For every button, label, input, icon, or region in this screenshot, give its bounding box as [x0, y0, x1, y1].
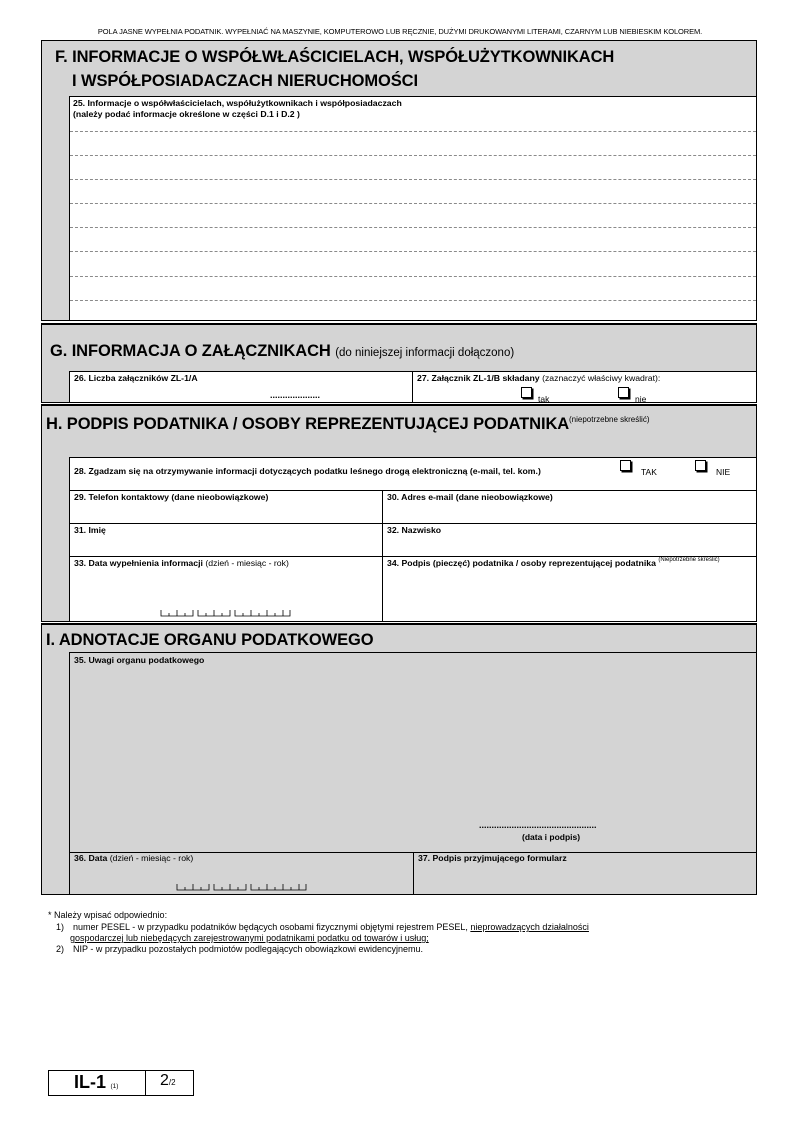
- footnote-1-text: numer PESEL - w przypadku podatników będących osobami fizycznymi objętymi rejestrem PESEL,: [73, 922, 468, 932]
- page-number: [160, 1072, 176, 1090]
- tax-office-remarks-field[interactable]: [69, 652, 757, 853]
- field-37-label: 37. Podpis przyjmującego formularz: [418, 853, 567, 863]
- field-33-header: [74, 558, 289, 569]
- field-27-label: 27. Załącznik ZL-1/B składany: [417, 373, 540, 383]
- attachment-zl1b-no-label: nie: [635, 394, 647, 404]
- dashed-line: [70, 203, 756, 204]
- section-g-title: G. INFORMACJA O ZAŁĄCZNIKACH: [50, 342, 331, 360]
- page-total: /2: [168, 1078, 176, 1087]
- remarks-sign-dots: ...............................................: [479, 820, 597, 830]
- field-34-label: 34. Podpis (pieczęć) podatnika / osoby reprezentującej podatnika: [387, 558, 656, 568]
- dashed-line: [70, 179, 756, 180]
- field-36-label: 36. Data: [74, 853, 108, 863]
- field-33-note: (dzień - miesiąc - rok): [205, 558, 289, 568]
- footnote-2-number: 2): [56, 944, 65, 954]
- field-28-label: 28. Zgadzam się na otrzymywanie informacji dotyczących podatku leśnego drogą elektroniczną (e-mail, tel. kom.): [74, 466, 541, 476]
- field-32-label: 32. Nazwisko: [387, 525, 442, 535]
- field-26-label: 26. Liczba załączników ZL-1/A: [74, 373, 198, 383]
- field-36-note: (dzień - miesiąc - rok): [109, 853, 194, 863]
- electronic-consent-yes-label: TAK: [641, 467, 657, 477]
- field-34-note: (Niepotrzebne skreślić): [658, 557, 720, 563]
- form-code: [74, 1072, 118, 1093]
- section-h-title-note: (niepotrzebne skreślić): [569, 415, 650, 424]
- field-30-label: 30. Adres e-mail (dane nieobowiązkowe): [387, 492, 553, 502]
- dashed-line: [70, 227, 756, 228]
- footnote-1-line1: [73, 922, 589, 933]
- form-id-divider: [145, 1070, 146, 1096]
- field-31-label: 31. Imię: [74, 525, 106, 535]
- fill-instructions: POLA JASNE WYPEŁNIA PODATNIK. WYPEŁNIAĆ NA MASZYNIE, KOMPUTEROWO LUB RĘCZNIE, DUŻYMI DRUKOWANYMI LITERAMI, CZARNYM LUB NIEBIESKIM KOLOREM.: [97, 27, 703, 36]
- field-33-label: 33. Data wypełnienia informacji: [74, 558, 203, 568]
- date-entry-ticks: [160, 608, 292, 618]
- date-entry-ticks: [176, 882, 308, 892]
- field-27-note: (zaznaczyć właściwy kwadrat):: [542, 373, 661, 383]
- page-current: 2: [160, 1072, 169, 1089]
- form-code-label: IL-1: [74, 1072, 107, 1092]
- section-i-title: I. ADNOTACJE ORGANU PODATKOWEGO: [46, 631, 374, 649]
- field-25-box[interactable]: [69, 96, 757, 321]
- field-25-label: 25. Informacje o współwłaścicielach, współużytkownikach i współposiadaczach: [73, 98, 402, 108]
- dashed-line: [70, 300, 756, 301]
- dashed-line: [70, 251, 756, 252]
- footnote-2-text: NIP - w przypadku pozostałych podmiotów podlegających obowiązkowi ewidencyjnemu.: [73, 944, 424, 954]
- section-f-title-line2: I WSPÓŁPOSIADACZACH NIERUCHOMOŚCI: [72, 72, 418, 90]
- footnote-1-number: 1): [56, 922, 65, 932]
- dashed-line: [70, 276, 756, 277]
- field-29-label: 29. Telefon kontaktowy (dane nieobowiązkowe): [74, 492, 269, 502]
- section-f-title-line1: F. INFORMACJE O WSPÓŁWŁAŚCICIELACH, WSPÓŁUŻYTKOWNIKACH: [55, 48, 615, 66]
- section-g-subtitle: (do niniejszej informacji dołączono): [335, 347, 515, 359]
- field-25-note: (należy podać informacje określone w części D.1 i D.2 ): [73, 109, 300, 119]
- attachment-zl1b-yes-checkbox[interactable]: [521, 387, 532, 398]
- field-35-label: 35. Uwagi organu podatkowego: [74, 655, 205, 665]
- field-27-header: [417, 373, 660, 384]
- section-h-header: [46, 415, 650, 434]
- attachment-zl1b-yes-label: tak: [538, 394, 550, 404]
- field-36-header: [74, 853, 193, 864]
- section-h-title: H. PODPIS PODATNIKA / OSOBY REPREZENTUJĄCEJ PODATNIKA: [46, 415, 570, 433]
- electronic-consent-no-checkbox[interactable]: [695, 460, 706, 471]
- attachment-zl1b-no-checkbox[interactable]: [618, 387, 629, 398]
- footnote-1-underlined: nieprowadzących działalności: [470, 922, 589, 932]
- dashed-line: [70, 131, 756, 132]
- dashed-line: [70, 155, 756, 156]
- electronic-consent-yes-checkbox[interactable]: [620, 460, 631, 471]
- footnote-intro: * Należy wpisać odpowiednio:: [48, 910, 168, 920]
- form-version: (1): [110, 1083, 119, 1090]
- field-26-dots: ....................: [270, 390, 321, 400]
- section-g-header: [50, 342, 514, 361]
- footnote-1-line2: gospodarczej lub niebędących zarejestrowanymi podatnikami podatku od towarów i usług;: [70, 933, 429, 943]
- electronic-consent-no-label: NIE: [716, 467, 731, 477]
- first-name-field[interactable]: [69, 523, 383, 557]
- field-34-header: [387, 558, 720, 569]
- remarks-sign-caption: (data i podpis): [522, 832, 581, 842]
